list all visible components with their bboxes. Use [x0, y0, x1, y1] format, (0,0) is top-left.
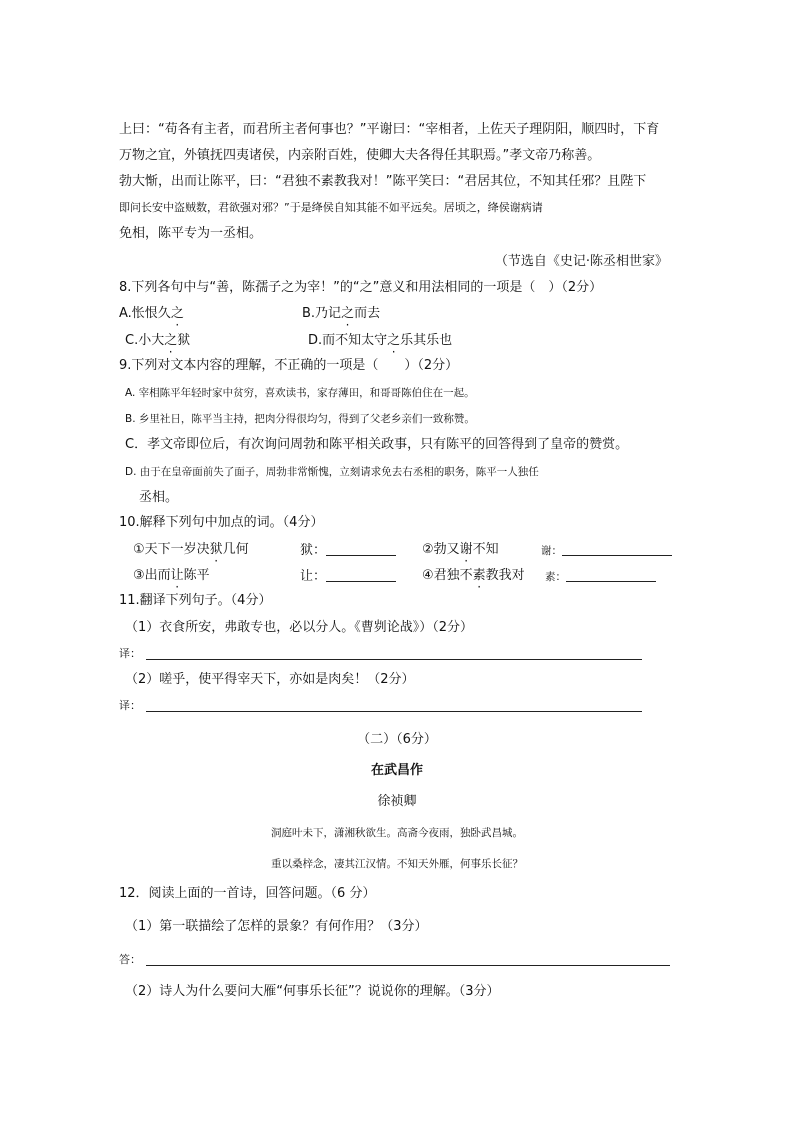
q8-option-c: C.小大之狱 [125, 333, 191, 348]
q11-sentence-1: （1）衣食所安，弗敢专也，必以分人。《曹刿论战》）（2分） [125, 620, 474, 635]
q10-item-2: ②勃又谢不知 [422, 542, 499, 557]
passage-line-2: 万物之宜，外镇抚四夷诸侯，内亲附百姓，使卿大夫各得任其职焉。”孝文帝乃称善。 [119, 148, 601, 163]
q9-option-a: A. 宰相陈平年轻时家中贫穷，喜欢读书，家存薄田，和哥哥陈伯住在一起。 [125, 387, 475, 399]
q8-option-d: D.而不知太守之乐其乐也 [308, 333, 453, 348]
q11-sentence-2: （2）嗟乎，使平得宰天下，亦如是肉矣！（2分） [125, 672, 415, 687]
q9-option-d-line2: 丞相。 [139, 490, 179, 505]
q11-answer-label-2: 译： [119, 699, 141, 712]
q9-stem: 9.下列对文本内容的理解，不正确的一项是（ ）（2分） [119, 358, 459, 373]
emphasis-dot-char: 之 [341, 306, 355, 321]
q12-sub-2: （2）诗人为什么要问大雁“何事乐长征”？说说你的理解。（3分） [125, 984, 500, 999]
q9-option-c: C．孝文帝即位后，有次询问周勃和陈平相关政事，只有陈平的回答得到了皇帝的赞赏。 [125, 437, 629, 452]
poem-title: 在武昌作 [370, 763, 423, 778]
q10-item-1: ①天下一岁决狱几何 [133, 542, 249, 557]
q12-sub-1: （1）第一联描绘了怎样的景象？有何作用？（3分） [125, 919, 428, 934]
q9-option-d-line1: D. 由于在皇帝面前失了面子，周勃非常惭愧，立刻请求免去右丞相的职务，陈平一人独任 [125, 466, 539, 478]
poem-line-2: 重以桑梓念，凄其江汉情。不知天外雁，何事乐长征？ [271, 858, 523, 870]
q9-option-b: B. 乡里社日，陈平当主持，把肉分得很均匀，得到了父老乡亲们一致称赞。 [125, 413, 475, 425]
passage-line-1: 上曰：“苟各有主者，而君所主者何事也？”平谢曰：“宰相者，上佐天子理阴阳，顺四时，下育 [119, 122, 660, 137]
q10-item-1-answer: 狱： [300, 541, 396, 560]
q10-stem: 10.解释下列句中加点的词。（4分） [119, 515, 324, 530]
emphasis-dot-char: 谢 [459, 542, 473, 557]
passage-line-3: 勃大惭，出而让陈平，曰：“君独不素教我对！”陈平笑曰：“君居其位，不知其任邪？且陛下 [119, 174, 647, 189]
answer-blank[interactable] [326, 567, 396, 582]
q12-answer-line[interactable] [146, 965, 670, 966]
q10-item-4: ④君独不素教我对 [422, 568, 525, 583]
q11-answer-label-1: 译： [119, 647, 141, 660]
passage-line-5: 免相，陈平专为一丞相。 [119, 226, 263, 241]
emphasis-dot-char: 素 [472, 568, 486, 583]
passage-source: （节选自《史记·陈丞相世家》 [494, 254, 668, 269]
emphasis-dot-char: 之 [164, 333, 178, 348]
answer-blank[interactable] [326, 541, 396, 556]
emphasis-dot-char: 狱 [209, 542, 223, 557]
q8-stem: 8.下列各句中与“善，陈孺子之为宰！”的“之”意义和用法相同的一项是（ ）（2分） [119, 280, 603, 295]
q12-answer-label: 答： [119, 953, 141, 966]
poem-line-1: 洞庭叶未下，潇湘秋欲生。高斋今夜雨，独卧武昌城。 [271, 827, 523, 839]
q11-answer-line-1[interactable] [146, 659, 642, 660]
q11-answer-line-2[interactable] [146, 711, 642, 712]
q10-item-2-answer: 谢： [541, 541, 672, 560]
q12-stem: 12．阅读上面的一首诗，回答问题。（6 分） [119, 886, 376, 901]
q10-item-3: ③出而让陈平 [133, 568, 210, 583]
emphasis-dot-char: 之 [170, 306, 184, 321]
section-heading: （二）（6分） [357, 732, 437, 747]
emphasis-dot-char: 之 [387, 333, 401, 348]
q8-option-a: A.怅恨久之 [119, 306, 184, 321]
passage-line-4: 即问长安中盗贼数，君欲强对邪？”于是绛侯自知其能不如平远矣。居顷之，绛侯谢病请 [119, 201, 543, 214]
q8-option-b: B.乃记之而去 [302, 306, 381, 321]
q10-item-3-answer: 让： [300, 567, 396, 586]
q10-item-4-answer: 素： [545, 567, 656, 586]
answer-blank[interactable] [566, 567, 656, 582]
q11-stem: 11.翻译下列句子。（4分） [119, 593, 272, 608]
poem-author: 徐祯卿 [377, 794, 417, 809]
answer-blank[interactable] [562, 541, 672, 556]
emphasis-dot-char: 让 [170, 568, 184, 583]
